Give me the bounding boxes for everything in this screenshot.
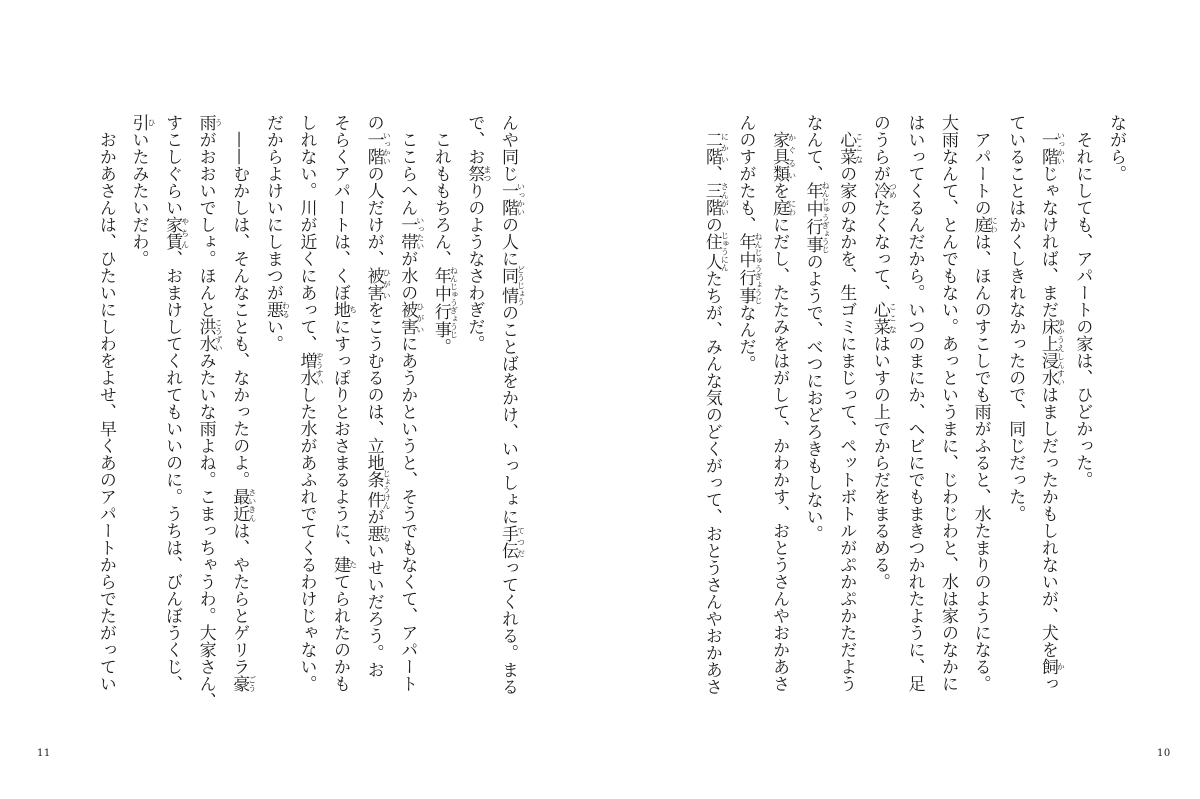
ruby-base: 年中行事 — [430, 266, 451, 339]
text-run: はましだったかもしれないが、犬を — [1037, 386, 1058, 658]
text-run: のようで、べつにおどろきもしない。 — [802, 253, 823, 542]
ruby-base: 最近 — [229, 488, 250, 522]
ruby-base: 増水 — [296, 352, 317, 386]
ruby-word — [701, 131, 730, 165]
ruby-word — [869, 301, 898, 335]
ruby-reading: ここな — [854, 131, 864, 165]
text-line — [122, 114, 156, 724]
text-run: は、ほんのすこしでも雨がふると、水たまりのようになる。 — [970, 233, 991, 692]
ruby-word — [397, 216, 425, 250]
text-run: 。 — [430, 338, 451, 355]
text-run: たちが、みんな気のどくがって、おとうさんやおかあさ — [701, 270, 722, 695]
ruby-reading: じゅうにん — [720, 231, 730, 272]
ruby-word — [229, 675, 257, 692]
ruby-reading: わる — [281, 301, 291, 318]
page-number: 11 — [37, 748, 51, 759]
ruby-base: 悪 — [262, 301, 283, 318]
ruby-base: 同情 — [498, 265, 518, 306]
ruby-reading: てつだ — [516, 525, 526, 559]
ruby-base: 条件 — [363, 469, 384, 510]
text-run: で、お — [464, 114, 485, 165]
ruby-word — [769, 199, 797, 216]
text-run: なんだ。 — [735, 304, 756, 372]
text-line — [729, 114, 763, 724]
ruby-word — [128, 114, 156, 131]
ruby-base: 豪 — [229, 675, 250, 692]
ruby-reading: さんがい — [720, 182, 730, 216]
ruby-word — [970, 216, 999, 233]
text-line — [1065, 114, 1099, 724]
ruby-reading: にわ — [989, 216, 999, 233]
ruby-base: 洪水 — [195, 318, 216, 352]
ruby-word — [1037, 318, 1066, 386]
text-run: りのようなさわぎだ。 — [464, 182, 485, 352]
text-run: っ — [1037, 675, 1058, 692]
ruby-base: 一帯 — [397, 216, 418, 250]
ruby-reading: かぐるい — [787, 131, 797, 182]
text-run: い。 — [262, 318, 283, 352]
ruby-reading: まつ — [482, 165, 492, 182]
text-line — [491, 114, 525, 724]
text-line — [998, 114, 1032, 724]
right-page — [600, 0, 1200, 799]
ruby-word — [498, 182, 526, 216]
ruby-base: 家具類 — [769, 131, 790, 182]
ruby-word — [836, 131, 864, 165]
ruby-base: 庭 — [769, 199, 790, 216]
text-line — [897, 114, 931, 724]
ruby-reading: じょうけん — [382, 469, 392, 510]
ruby-base: 手伝 — [498, 525, 518, 559]
ruby-word — [330, 556, 358, 573]
text-run: それにしても、アパートの家は、ひどかった。 — [1072, 131, 1093, 488]
text-run: の — [701, 216, 722, 233]
ruby-base: 心菜 — [869, 301, 890, 335]
text-run: ていることはかくしきれなかったので、同じだった。 — [1005, 114, 1026, 522]
ruby-reading: ひ — [146, 114, 156, 131]
ruby-base: 家賃 — [162, 216, 183, 250]
text-line — [863, 114, 897, 724]
text-run: じゃなければ、まだ — [1037, 165, 1058, 318]
ruby-word — [430, 266, 459, 339]
text-run: おかあさんは、ひたいにしわをよせ、早くあのアパートからでたがってい — [95, 131, 116, 692]
text-line — [830, 114, 864, 724]
ruby-reading: か — [1056, 658, 1066, 675]
text-line — [695, 114, 729, 724]
text-run: がおおいでしょ。ほんと — [195, 131, 216, 318]
ruby-base: 一階 — [498, 182, 518, 216]
text-run: てられたのかも — [330, 573, 351, 692]
ruby-reading: こうずい — [214, 318, 224, 352]
ruby-base: 雨 — [195, 114, 216, 131]
ruby-reading: ひがい — [382, 267, 392, 301]
ruby-word — [735, 232, 763, 305]
ruby-reading: ち — [348, 301, 358, 318]
text-run: すこしぐらい — [162, 114, 183, 216]
text-run: んや同じ — [498, 114, 518, 182]
ruby-word — [397, 301, 425, 335]
ruby-reading: いっかい — [1056, 131, 1066, 165]
ruby-base: 被害 — [397, 301, 418, 335]
text-run: のうらが — [869, 114, 890, 182]
text-run: にだし、たたみをはがして、かわかす、おとうさんやおかあさ — [769, 216, 790, 692]
left-page-text — [88, 114, 525, 724]
ruby-reading: わる — [382, 525, 392, 542]
ruby-base: 床上浸水 — [1037, 318, 1058, 386]
ruby-word — [464, 165, 492, 182]
ruby-word — [195, 318, 224, 352]
ruby-base: 三階 — [701, 182, 722, 216]
ruby-word — [229, 488, 257, 522]
ruby-reading: にわ — [787, 199, 797, 216]
ruby-reading: ひがい — [415, 301, 425, 335]
ruby-reading: た — [348, 556, 358, 573]
ruby-reading: つめ — [888, 182, 898, 199]
page-number: 10 — [1157, 748, 1171, 759]
ruby-word — [498, 525, 526, 559]
text-run: を — [769, 182, 790, 199]
ruby-reading: ここな — [888, 301, 898, 335]
ruby-reading: さいきん — [247, 488, 257, 522]
ruby-base: 引 — [128, 114, 149, 131]
text-line — [323, 114, 357, 724]
ruby-reading: ねんじゅうぎょうじ — [821, 181, 831, 254]
ruby-reading: ゆかうえしんすい — [1056, 318, 1066, 386]
text-line — [796, 114, 830, 724]
ruby-word — [701, 231, 730, 272]
text-line — [223, 114, 257, 724]
text-line — [930, 114, 964, 724]
text-run: いせいだろう。お — [363, 542, 384, 678]
ruby-word — [1037, 658, 1066, 675]
text-run: の人だけが、 — [363, 165, 384, 267]
ruby-reading: いっかい — [516, 182, 526, 216]
ruby-word — [262, 301, 291, 318]
text-run: んのすがたも、 — [735, 114, 756, 233]
text-run: のことばをかけ、いっしょに — [498, 304, 518, 525]
ruby-reading: いっかい — [382, 131, 392, 165]
ruby-base: 年中行事 — [802, 181, 823, 254]
text-run: これももちろん、 — [430, 131, 451, 267]
text-run: の人に — [498, 216, 518, 267]
ruby-word — [162, 216, 190, 250]
ruby-word — [296, 352, 324, 386]
ruby-reading: ねんじゅうぎょうじ — [449, 266, 459, 339]
text-run: が — [363, 508, 384, 525]
ruby-base: 二階 — [701, 131, 722, 165]
ruby-reading: ねんじゅうぎょうじ — [753, 232, 763, 305]
text-line — [424, 114, 458, 724]
ruby-base: 祭 — [464, 165, 485, 182]
text-run: ながら。 — [1106, 114, 1126, 182]
ruby-word — [330, 301, 358, 318]
text-run: をこうむるのは、立地 — [363, 301, 384, 471]
text-run: の家のなかを、生ゴミにまじって、ペットボトルがぷかぷかただよう — [836, 165, 857, 692]
text-line — [458, 114, 492, 724]
text-run: にあうかというと、そうでもなくて、アパート — [397, 335, 418, 692]
text-line — [357, 114, 391, 724]
ruby-word — [701, 182, 730, 216]
text-run: した水があふれでてくるわけじゃない。 — [296, 386, 317, 692]
text-line — [964, 114, 998, 724]
ruby-reading: いったい — [415, 216, 425, 250]
ruby-reading: やちん — [180, 216, 190, 250]
text-run: 、おまけしてくれてもいいのに。うちは、びんぼうくじ、 — [162, 250, 183, 692]
ruby-word — [363, 525, 392, 542]
text-run: アパートの — [970, 131, 991, 216]
text-run: はいってくるんだから。いつのまにか、ヘビにでもまきつかれたように、足 — [904, 114, 925, 692]
text-run: だからよけいにしまつが — [262, 114, 283, 301]
ruby-base: 飼 — [1037, 658, 1058, 675]
text-run: が水の — [397, 250, 418, 301]
text-run: 大雨なんて、とんでもない。あっというまに、じわじわと、水は家のなかに — [938, 114, 959, 692]
text-line — [189, 114, 223, 724]
text-run: 、 — [701, 165, 722, 182]
text-line — [1031, 114, 1065, 724]
text-line — [762, 114, 796, 724]
ruby-reading: ぞうすい — [314, 352, 324, 386]
ruby-base: 被害 — [363, 267, 384, 301]
ruby-word — [363, 131, 392, 165]
ruby-base: 年中行事 — [735, 232, 756, 305]
text-run: の — [363, 114, 384, 131]
text-line — [391, 114, 425, 724]
ruby-word — [1037, 131, 1066, 165]
text-line — [256, 114, 290, 724]
text-run: なんて、 — [802, 114, 823, 182]
ruby-base: 建 — [330, 556, 351, 573]
text-run: ここらへん — [397, 131, 418, 216]
ruby-base: 心菜 — [836, 131, 857, 165]
ruby-word — [195, 114, 224, 131]
text-run: はいすの上でからだをまるめる。 — [869, 335, 890, 590]
ruby-base: 住人 — [701, 231, 722, 272]
ruby-reading: ごう — [247, 675, 257, 692]
ruby-base: 庭 — [970, 216, 991, 233]
ruby-base: 一階 — [363, 131, 384, 165]
ruby-reading: う — [214, 114, 224, 131]
text-line — [1098, 114, 1132, 724]
ruby-base: 一階 — [1037, 131, 1058, 165]
ruby-reading: にかい — [720, 131, 730, 165]
text-run: ——むかしは、そんなことも、なかったのよ。 — [229, 131, 250, 488]
ruby-word — [498, 265, 526, 306]
ruby-word — [363, 469, 392, 510]
ruby-reading: どうじょう — [516, 265, 526, 306]
text-line — [88, 114, 122, 724]
text-line — [290, 114, 324, 724]
ruby-word — [869, 182, 898, 199]
ruby-base: 悪 — [363, 525, 384, 542]
right-page-text — [695, 114, 1132, 724]
text-line — [155, 114, 189, 724]
text-run: いたみたいだわ。 — [128, 131, 149, 267]
text-run: にすっぽりとおさまるように、 — [330, 318, 351, 556]
ruby-word — [802, 181, 831, 254]
ruby-base: 冷 — [869, 182, 890, 199]
ruby-word — [363, 267, 392, 301]
text-run: しれない。川が近くにあって、 — [296, 114, 317, 352]
ruby-base: 地 — [330, 301, 351, 318]
text-run: みたいな雨よね。こまっちゃうわ。大家さん、 — [195, 352, 216, 709]
text-run: は、やたらとゲリラ — [229, 522, 250, 675]
text-run: ってくれる。まる — [498, 559, 518, 695]
text-run: たくなって、 — [869, 199, 890, 301]
ruby-word — [769, 131, 797, 182]
text-run: そらくアパートは、くぼ — [330, 114, 351, 301]
